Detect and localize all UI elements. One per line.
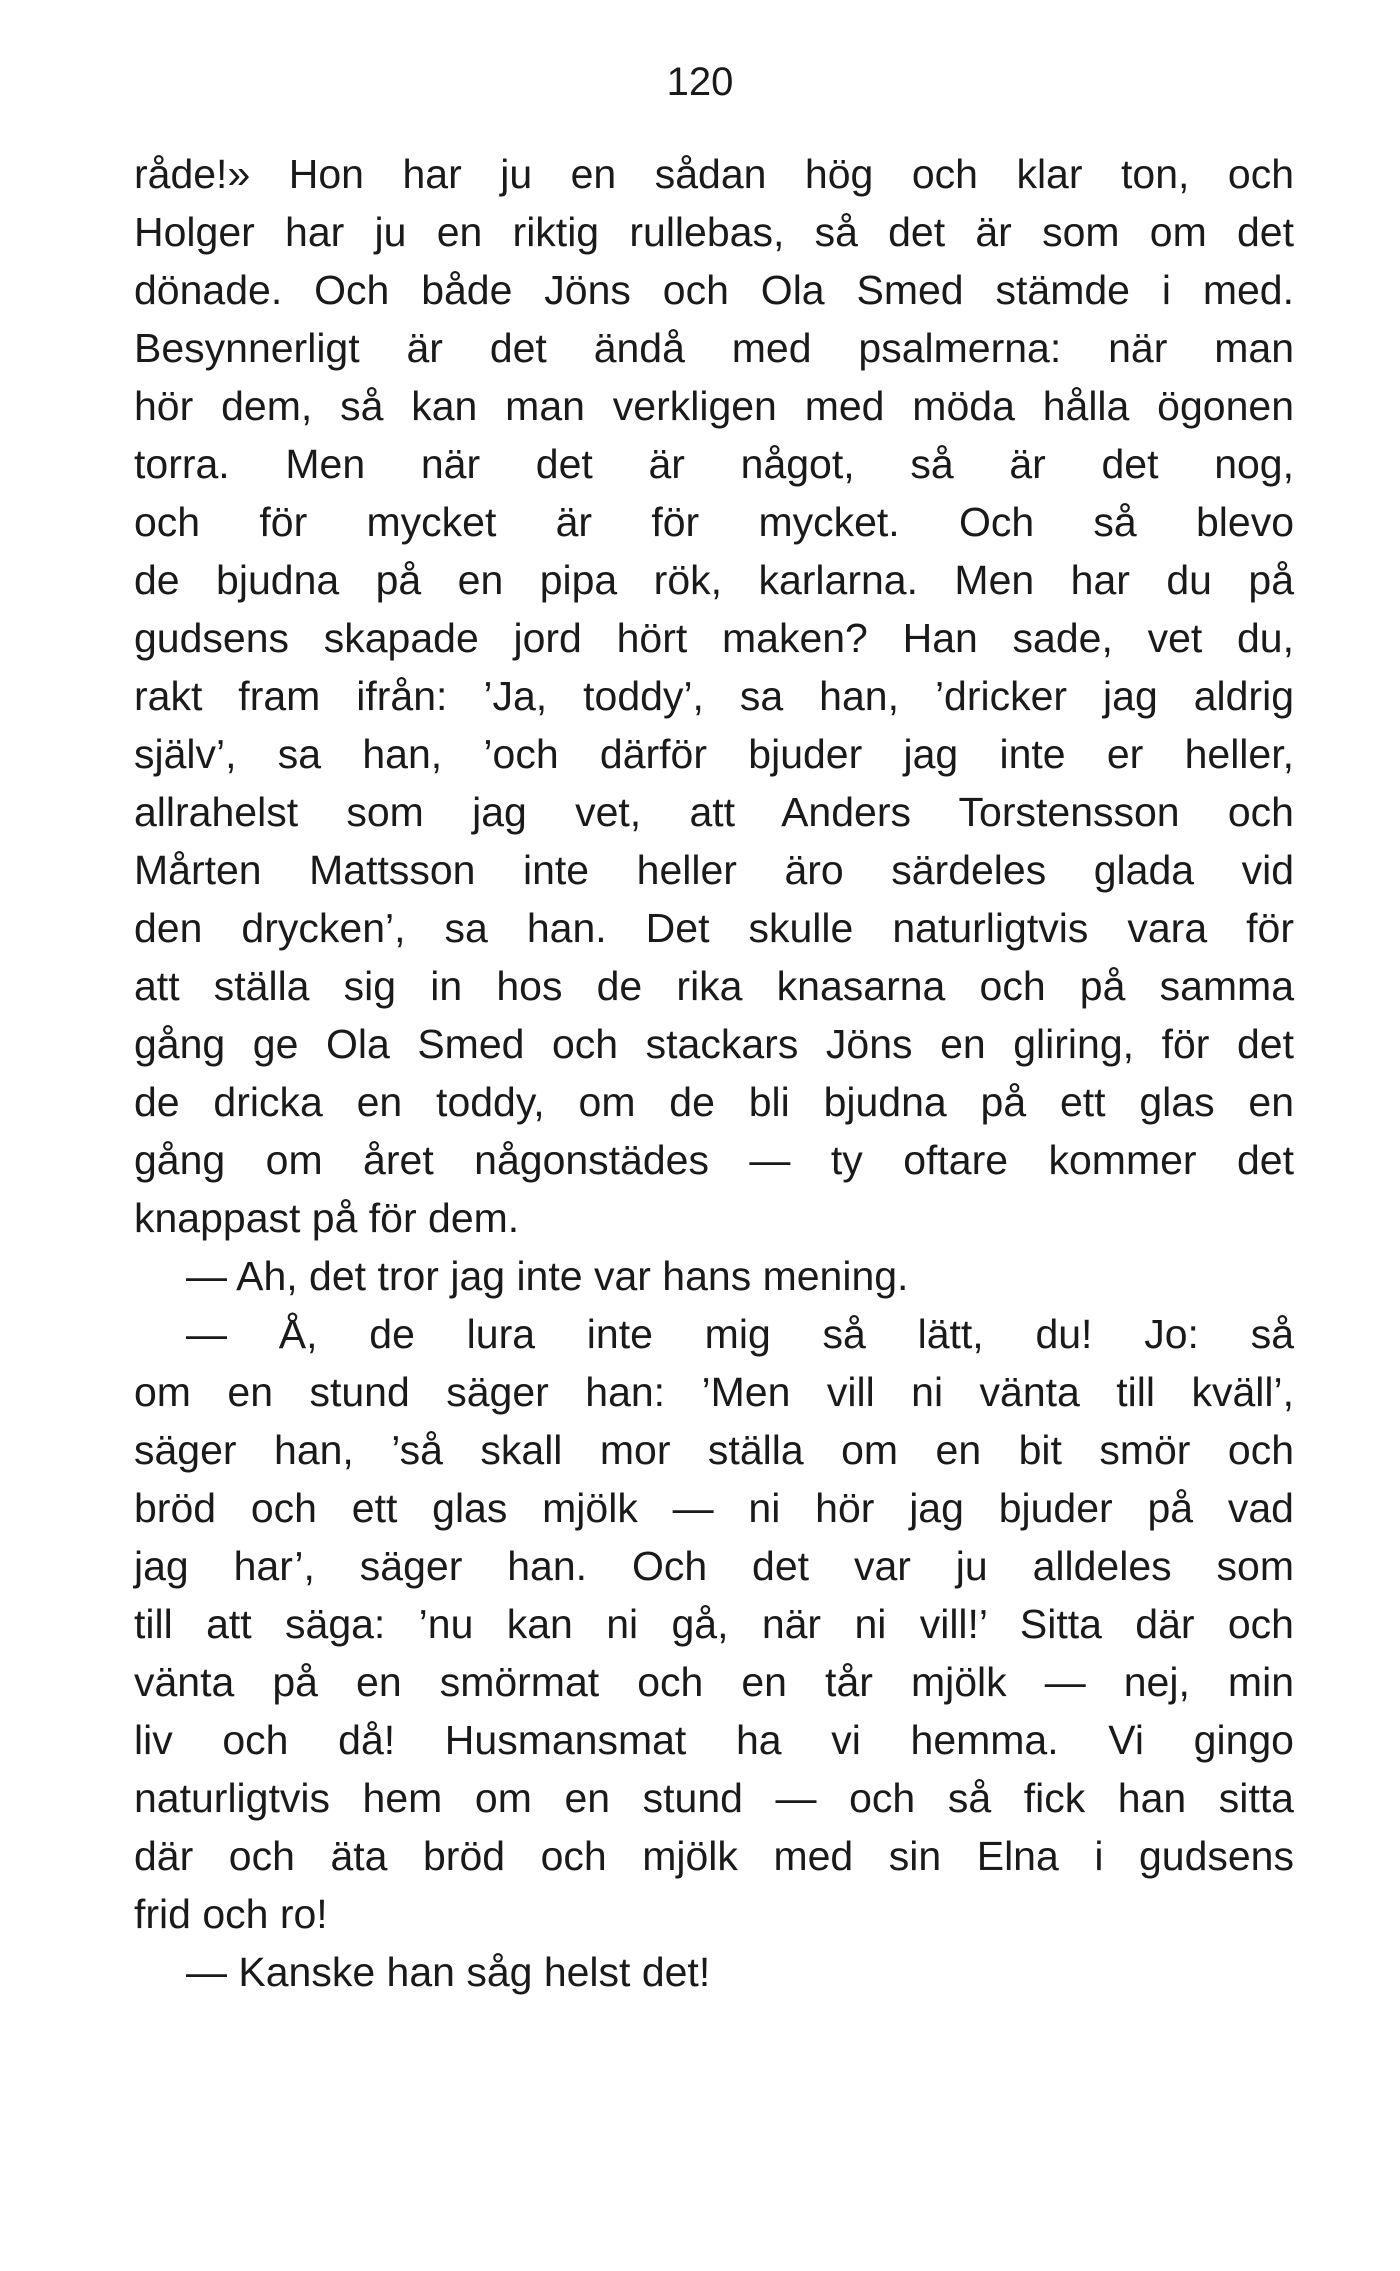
- text-line: säger han, ’så skall mor ställa om en bit smör och: [134, 1427, 1294, 1473]
- text-line: den drycken’, sa han. Det skulle naturligtvis vara för: [134, 905, 1294, 951]
- text-line: allrahelst som jag vet, att Anders Torstensson och: [134, 789, 1294, 835]
- text-line: själv’, sa han, ’och därför bjuder jag inte er heller,: [134, 731, 1294, 777]
- dialogue-line: — Kanske han såg helst det!: [186, 1949, 711, 1995]
- text-line: jag har’, säger han. Och det var ju alldeles som: [134, 1543, 1294, 1589]
- text-line: knappast på för dem.: [134, 1195, 520, 1241]
- text-line: frid och ro!: [134, 1891, 328, 1937]
- dialogue-line: — Å, de lura inte mig så lätt, du! Jo: så: [186, 1311, 1294, 1357]
- text-line: om en stund säger han: ’Men vill ni vänta till kväll’,: [134, 1369, 1294, 1415]
- text-line: liv och då! Husmansmat ha vi hemma. Vi gingo: [134, 1717, 1294, 1763]
- text-line: dönade. Och både Jöns och Ola Smed stämde i med.: [134, 267, 1294, 313]
- text-line: torra. Men när det är något, så är det nog,: [134, 441, 1294, 487]
- text-line: där och äta bröd och mjölk med sin Elna i gudsens: [134, 1833, 1294, 1879]
- text-line: hör dem, så kan man verkligen med möda hålla ögonen: [134, 383, 1294, 429]
- text-line: Besynnerligt är det ändå med psalmerna: när man: [134, 325, 1294, 371]
- text-line: vänta på en smörmat och en tår mjölk — nej, min: [134, 1659, 1294, 1705]
- text-line: råde!» Hon har ju en sådan hög och klar ton, och: [134, 151, 1294, 197]
- dialogue-line: — Ah, det tror jag inte var hans mening.: [186, 1253, 909, 1299]
- text-line: naturligtvis hem om en stund — och så fick han sitta: [134, 1775, 1294, 1821]
- text-line: gång om året någonstädes — ty oftare kommer det: [134, 1137, 1294, 1183]
- body-text: [134, 145, 1294, 2001]
- page-number: 120: [666, 60, 734, 104]
- text-line: Holger har ju en riktig rullebas, så det är som om det: [134, 209, 1294, 255]
- text-line: de dricka en toddy, om de bli bjudna på ett glas en: [134, 1079, 1294, 1125]
- text-line: gång ge Ola Smed och stackars Jöns en gliring, för det: [134, 1021, 1294, 1067]
- text-line: Mårten Mattsson inte heller äro särdeles glada vid: [134, 847, 1294, 893]
- text-line: rakt fram ifrån: ’Ja, toddy’, sa han, ’dricker jag aldrig: [134, 673, 1294, 719]
- text-line: till att säga: ’nu kan ni gå, när ni vill!’ Sitta där och: [134, 1601, 1294, 1647]
- text-line: gudsens skapade jord hört maken? Han sade, vet du,: [134, 615, 1294, 661]
- text-line: och för mycket är för mycket. Och så blevo: [134, 499, 1294, 545]
- text-line: de bjudna på en pipa rök, karlarna. Men har du på: [134, 557, 1294, 603]
- text-line: bröd och ett glas mjölk — ni hör jag bjuder på vad: [134, 1485, 1294, 1531]
- text-line: att ställa sig in hos de rika knasarna och på samma: [134, 963, 1294, 1009]
